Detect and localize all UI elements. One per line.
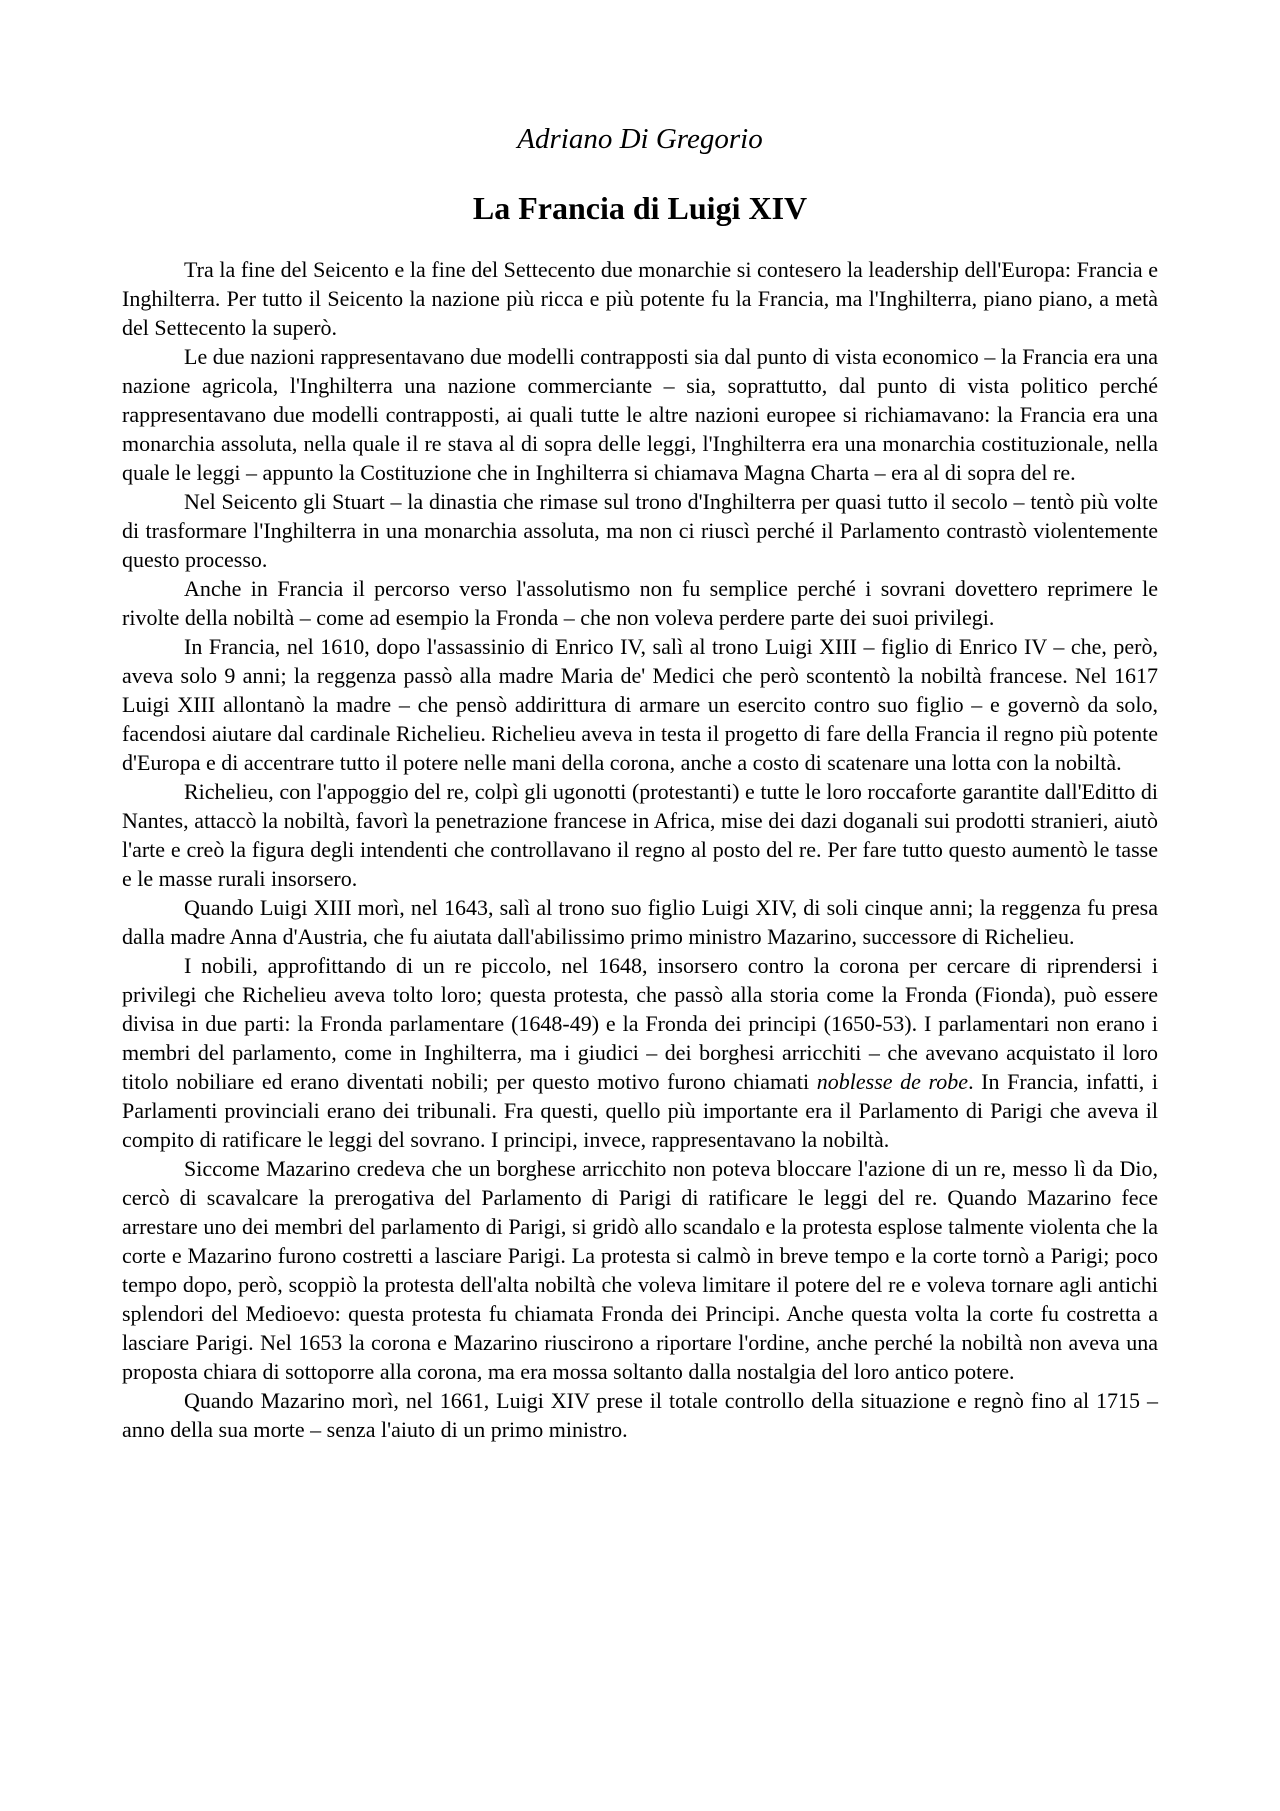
paragraph: Siccome Mazarino credeva che un borghese arricchito non poteva bloccare l'azione di un re, messo lì da Dio, cercò di scavalcare la prerogativa del Parlamento di Parigi di ratificare le leggi del re. Quando Mazarino fece arrestare uno dei membri del parlamento di Parigi, si gridò allo scandalo e la protesta esplose talmente violenta che la corte e Mazarino furono costretti a lasciare Parigi. La protesta si calmò in breve tempo e la corte tornò a Parigi; poco tempo dopo, però, scoppiò la protesta dell'alta nobiltà che voleva limitare il potere del re e voleva tornare agli antichi splendori del Medioevo: questa protesta fu chiamata Fronda dei Principi. Anche questa volta la corte fu costretta a lasciare Parigi. Nel 1653 la corona e Mazarino riuscirono a riportare l'ordine, anche perché la nobiltà non aveva una proposta chiara di sottoporre alla corona, ma era mossa soltanto dalla nostalgia del loro antico potere. (122, 1156, 1158, 1384)
paragraph: Quando Luigi XIII morì, nel 1643, salì al trono suo figlio Luigi XIV, di soli cinque anni; la reggenza fu presa dalla madre Anna d'Austria, che fu aiutata dall'abilissimo primo ministro Mazarino, successore di Richelieu. (122, 895, 1158, 949)
paragraph: Quando Mazarino morì, nel 1661, Luigi XIV prese il totale controllo della situazione e regnò fino al 1715 – anno della sua morte – senza l'aiuto di un primo ministro. (122, 1388, 1158, 1442)
paragraph: In Francia, nel 1610, dopo l'assassinio di Enrico IV, salì al trono Luigi XIII – figlio di Enrico IV – che, però, aveva solo 9 anni; la reggenza passò alla madre Maria de' Medici che però scontentò la nobiltà francese. Nel 1617 Luigi XIII allontanò la madre – che pensò addirittura di armare un esercito contro suo figlio – e governò da solo, facendosi aiutare dal cardinale Richelieu. Richelieu aveva in testa il progetto di fare della Francia il regno più potente d'Europa e di accentrare tutto il potere nelle mani della corona, anche a costo di scatenare una lotta con la nobiltà. (122, 634, 1158, 775)
paragraph: Nel Seicento gli Stuart – la dinastia che rimase sul trono d'Inghilterra per quasi tutto il secolo – tentò più volte di trasformare l'Inghilterra in una monarchia assoluta, ma non ci riuscì perché il Parlamento contrastò violentemente questo processo. (122, 489, 1158, 572)
paragraph-text: I nobili, approfittando di un re piccolo, nel 1648, insorsero contro la corona per cercare di riprendersi i privilegi che Richelieu aveva tolto loro; questa protesta, che passò alla storia come la Fronda (Fionda), può essere divisa in due parti: la Fronda parlamentare (1648-49) e la Fronda dei principi (1650-53). I parlamentari non erano i membri del parlamento, come in Inghilterra, ma i giudici – dei borghesi arricchiti – che avevano acquistato il loro titolo nobiliare ed erano diventati nobili; per questo motivo furono chiamati (122, 953, 1158, 1094)
document-title: La Francia di Luigi XIV (472, 190, 808, 226)
paragraph-text: . In Francia, infatti, i Parlamenti provinciali erano dei tribunali. Fra questi, quello più importante era il Parlamento di Parigi che aveva il compito di ratificare le leggi del sovrano. I principi, invece, rappresentavano la nobiltà. (122, 1069, 1158, 1152)
paragraph: Tra la fine del Seicento e la fine del Settecento due monarchie si contesero la leadership dell'Europa: Francia e Inghilterra. Per tutto il Seicento la nazione più ricca e più potente fu la Francia, ma l'Inghilterra, piano piano, a metà del Settecento la superò. (122, 257, 1158, 340)
author-name: Adriano Di Gregorio (517, 123, 763, 155)
paragraph: Richelieu, con l'appoggio del re, colpì gli ugonotti (protestanti) e tutte le loro roccaforte garantite dall'Editto di Nantes, attaccò la nobiltà, favorì la penetrazione francese in Africa, mise dei dazi doganali sui prodotti stranieri, aiutò l'arte e creò la figura degli intendenti che controllavano il regno al posto del re. Per fare tutto questo aumentò le tasse e le masse rurali insorsero. (122, 779, 1158, 891)
paragraph: Le due nazioni rappresentavano due modelli contrapposti sia dal punto di vista economico – la Francia era una nazione agricola, l'Inghilterra una nazione commerciante – sia, soprattutto, dal punto di vista politico perché rappresentavano due modelli contrapposti, ai quali tutte le altre nazioni europee si richiamavano: la Francia era una monarchia assoluta, nella quale il re stava al di sopra delle leggi, l'Inghilterra era una monarchia costituzionale, nella quale le leggi – appunto la Costituzione che in Inghilterra si chiamava Magna Charta – era al di sopra del re. (122, 344, 1158, 485)
paragraph (122, 951, 1158, 1154)
paragraph: Anche in Francia il percorso verso l'assolutismo non fu semplice perché i sovrani dovettero reprimere le rivolte della nobiltà – come ad esempio la Fronda – che non voleva perdere parte dei suoi privilegi. (122, 576, 1158, 630)
body-text (122, 255, 1158, 1444)
emphasis-term: noblesse de robe (816, 1069, 969, 1094)
